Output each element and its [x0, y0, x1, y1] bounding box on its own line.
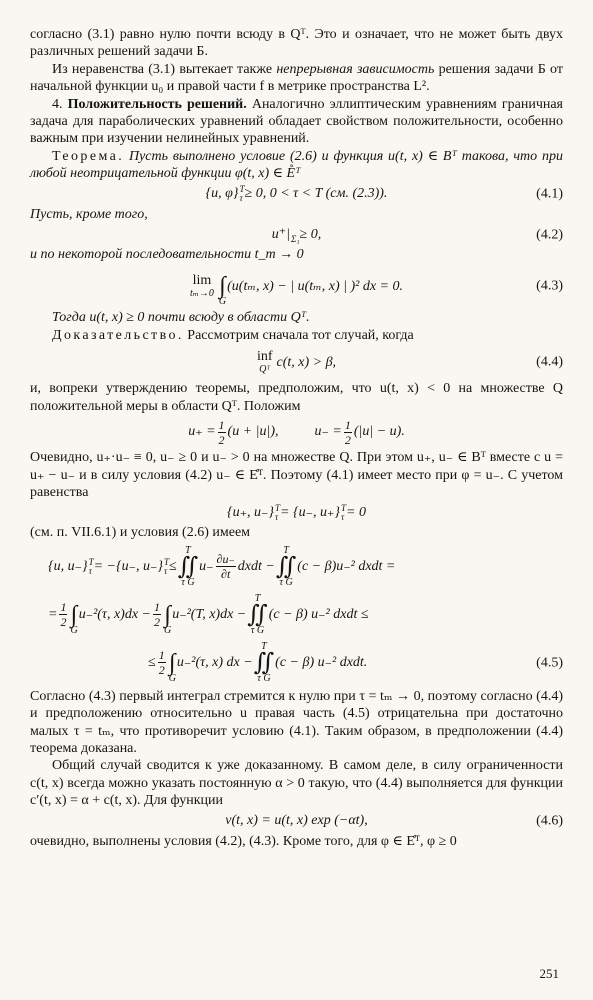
- paragraph-continuation: согласно (3.1) равно нулю почти всюду в Qᵀ. Это и означает, что не может быть двух различных решений задачи Б.: [30, 27, 563, 60]
- eq-lhs: u₊ =: [188, 424, 216, 440]
- integral-sign: ∫ G: [163, 601, 172, 636]
- eq-term: (c − β) u₋² dxdt ≤: [268, 607, 369, 623]
- eq-rhs: (|u| − u).: [353, 424, 405, 440]
- eq-term: {u, u₋}: [48, 559, 88, 575]
- eq-term: = {u₋, u₊}: [280, 505, 340, 521]
- integral-lower-limit: G: [218, 296, 227, 308]
- proof-text: Рассмотрим сначала тот случай, когда: [183, 327, 414, 343]
- eq-script: [291, 226, 299, 244]
- equation-4-3: [30, 265, 563, 307]
- equation-number: (4.1): [536, 186, 563, 202]
- double-integral-sign: T ∬ τ G: [177, 544, 199, 588]
- theorem-text: Пусть выполнено условие (2.6) и функция u(t, x) ∈ Bᵀ такова, что при любой неотрицательной функции φ(t, x) ∈ E̊ᵀ: [30, 148, 563, 182]
- theorem-paragraph: [30, 148, 563, 183]
- eq-term: (c − β)u₋² dxdt =: [297, 559, 396, 575]
- emphasis-text: непрерывная зависимость: [276, 61, 435, 77]
- eq-term: (c − β) u₋² dxdt.: [275, 655, 368, 671]
- eq-lhs: u₋ =: [314, 424, 342, 440]
- theorem-label: Теорема.: [52, 148, 125, 164]
- fraction-half: $\frac{1}{2}$: [153, 600, 160, 630]
- equation-number: (4.4): [536, 354, 563, 370]
- paragraph-assumption: и, вопреки утверждению теоремы, предположим, что u(t, x) < 0 на множестве Q положительной меры в области Qᵀ. Положим: [30, 381, 563, 414]
- eq-term: = 0: [346, 505, 366, 521]
- fraction-half: $\frac{1}{2}$: [218, 417, 225, 447]
- eq-term: =: [48, 607, 58, 623]
- eq-term: u₋: [199, 559, 214, 575]
- eq-term: u₋²(T, x)dx −: [172, 607, 247, 623]
- paragraph-continuity: [30, 61, 563, 96]
- eq-term: dxdt −: [237, 559, 275, 575]
- equation-u-plus-minus: [30, 417, 563, 447]
- section-title: Положительность решений.: [67, 96, 247, 112]
- equation-number: (4.2): [536, 226, 563, 242]
- equation-chain-line-1: {u, u₋} T τ = −{u₋, u₋} T τ ≤ T ∬ τ G u₋ $\frac{\partial u_-}{\partial t}$ dxdt − T ∬ τ G (c − β)u₋² dxdt =: [48, 544, 396, 588]
- equation-4-4: [30, 346, 563, 378]
- equation-number: (4.3): [536, 278, 563, 294]
- eq-sup: T: [239, 184, 245, 195]
- inf-subscript: Qᵀ: [259, 364, 271, 376]
- eq-script: T τ: [340, 502, 346, 522]
- equation-4-2: [30, 225, 563, 244]
- proof-label: Доказательство.: [52, 327, 184, 343]
- limit-operator: [190, 273, 214, 299]
- theorem-condition-text: и по некоторой последовательности t_m → 0: [30, 247, 304, 263]
- equation-4-6: [30, 812, 563, 831]
- lim-symbol: lim: [192, 273, 212, 289]
- eq-rhs: (u + |u|),: [227, 424, 279, 440]
- integral-sign: ∫ G: [218, 273, 227, 308]
- eq-term: u₋²(τ, x) dx −: [176, 655, 253, 671]
- double-integral-sign: T ∬ τ G: [253, 640, 275, 684]
- eq-body: (u(tₘ, x) − | u(tₘ, x) | )² dx = 0.: [227, 278, 403, 294]
- integral-sign: ∫ G: [70, 601, 78, 636]
- paragraph-final: очевидно, выполнены условия (4.2), (4.3). Кроме того, для φ ∈ E̊ᵀ, φ ≥ 0: [30, 833, 457, 849]
- text-run: решения задачи Б от начальной функции u₀ и правой части f в метрике пространства L².: [30, 61, 563, 95]
- eq-rest: ≥ 0,: [299, 226, 322, 242]
- eq-term: ≤: [169, 559, 177, 575]
- double-integral-sign: T ∬ τ G: [247, 592, 268, 636]
- equation-chain-line-3: [30, 640, 563, 686]
- equation-4-1: [30, 185, 563, 204]
- inf-symbol: inf: [256, 349, 273, 365]
- lim-subscript: tₘ→0: [189, 288, 214, 300]
- theorem-condition-text: Пусть, кроме того,: [30, 206, 148, 222]
- eq-sub: Σ₁: [291, 233, 300, 244]
- paragraph-general-case: Общий случай сводится к уже доказанному. В самом деле, в силу ограниченности c(t, x) всегда можно указать постоянную α > 0 такую, что (4.4) выполняется для функции c′(t, x) = α + c(t, x). Для функции: [30, 758, 563, 809]
- page-number: 251: [539, 965, 559, 981]
- paragraph-obvious: Очевидно, u₊·u₋ ≡ 0, u₋ ≥ 0 и u₋ > 0 на множестве Q. При этом u₊, u₋ ∈ Bᵀ вместе с u = u₊ − u₋ и в силу условия (4.2) u₋ ∈ E̊ᵀ. Поэтому (4.1) имеет место при φ = u₋. С учетом равенства: [30, 450, 563, 500]
- integral-sign: ∫ G: [168, 649, 176, 684]
- proof-paragraph: [30, 327, 563, 344]
- eq-body: u⁺|: [271, 226, 291, 242]
- eq-term: {u₊, u₋}: [227, 505, 275, 521]
- fraction-half: $\frac{1}{2}$: [158, 648, 165, 678]
- section-4-paragraph: [30, 96, 563, 148]
- section-number: 4.: [52, 96, 68, 112]
- partial-derivative: $\frac{\partial u_-}{\partial t}$: [216, 552, 235, 582]
- eq-sub: τ: [239, 193, 243, 204]
- equation-number: (4.6): [536, 813, 563, 829]
- eq-body: c(t, x) > β,: [276, 354, 337, 370]
- eq-body: v(t, x) = u(t, x) exp (−αt),: [225, 813, 368, 829]
- text-run: Из неравенства (3.1) вытекает также: [52, 61, 277, 77]
- equation-bracket-zero: [30, 503, 563, 522]
- paragraph-conclusion: Согласно (4.3) первый интеграл стремится к нулю при τ = tₘ → 0, поэтому согласно (4.4) и предположению относительно u правая часть (4.5) отрицательна при достаточно малых τ = tₘ, что противоречит условию (4.1). Таким образом, в предположении (4.4) теорема доказана.: [30, 688, 563, 756]
- eq-term: ≤: [148, 655, 156, 671]
- eq-term: = −{u₋, u₋}: [93, 559, 163, 575]
- eq-rest: ≥ 0, 0 < τ < T (см. (2.3)).: [244, 186, 388, 202]
- equation-number: (4.5): [536, 655, 563, 671]
- eq-term: u₋²(τ, x)dx −: [78, 607, 151, 623]
- eq-script: T τ: [275, 502, 281, 522]
- equation-chain-line-2: [30, 592, 563, 638]
- section-text: Аналогично эллиптическим уравнениям граничная задача для параболических уравнений обладает свойством положительности, особенно важным при изучении нелинейных уравнений.: [30, 96, 564, 147]
- fraction-half: $\frac{1}{2}$: [344, 417, 351, 447]
- double-integral-sign: T ∬ τ G: [275, 544, 297, 588]
- paragraph-reference: (см. п. VII.6.1) и условия (2.6) имеем: [30, 525, 251, 541]
- eq-body: {u, φ}: [205, 186, 239, 202]
- fraction-half: $\frac{1}{2}$: [60, 600, 67, 630]
- infimum-operator: [257, 349, 273, 375]
- theorem-conclusion: Тогда u(t, x) ≥ 0 почти всюду в области Qᵀ.: [52, 310, 310, 326]
